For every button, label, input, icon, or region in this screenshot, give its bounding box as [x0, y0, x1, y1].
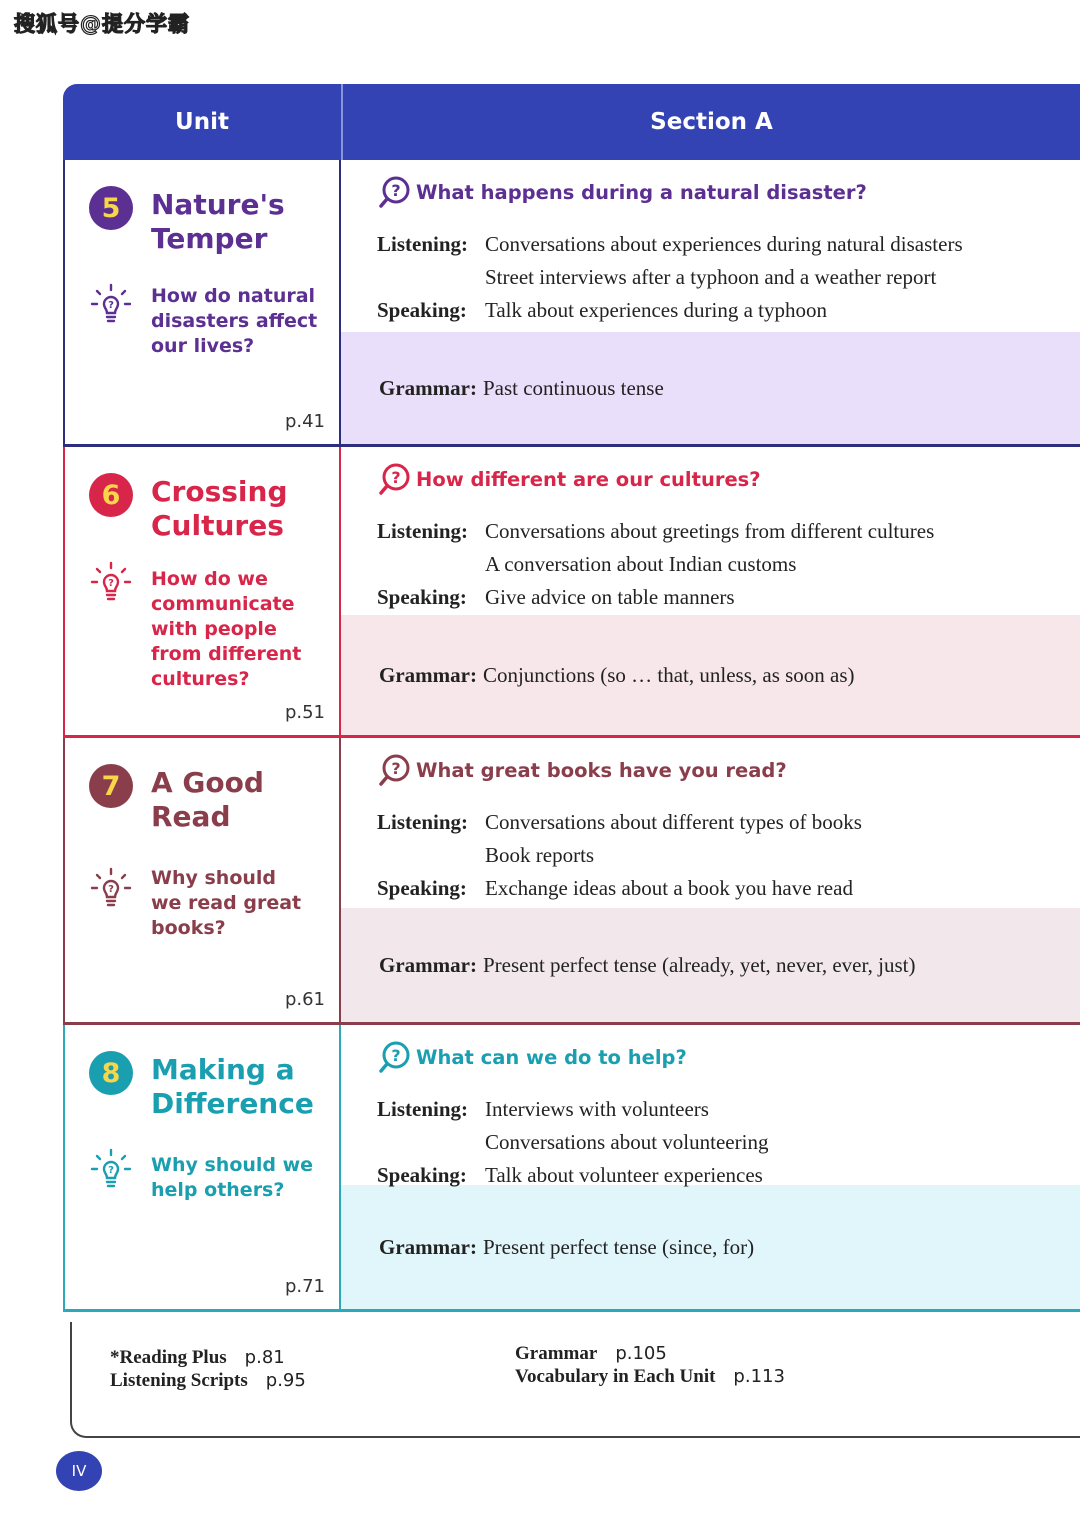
grammar-label: Grammar: [379, 1234, 477, 1259]
lightbulb-icon [89, 560, 133, 604]
svg-text:?: ? [108, 1165, 114, 1176]
speaking-item: Exchange ideas about a book you have read [485, 876, 853, 900]
footer-item[interactable] [110, 1369, 306, 1392]
footer-right [515, 1342, 785, 1388]
section-question: How different are our cultures? [416, 467, 761, 491]
skills-list [377, 515, 1080, 614]
speaking-item: Talk about volunteer experiences [485, 1163, 763, 1187]
unit-number-badge: 7 [89, 764, 133, 808]
table-header [63, 84, 1080, 160]
listening-row [377, 1126, 1080, 1159]
speaking-item: Give advice on table manners [485, 585, 735, 609]
question-magnifier-icon [377, 752, 413, 788]
listening-item: A conversation about Indian customs [485, 552, 797, 576]
unit-rows [63, 160, 1080, 1312]
lightbulb-icon [89, 1147, 133, 1191]
grammar-label: Grammar: [379, 662, 477, 687]
unit-row [63, 160, 1080, 447]
listening-item: Conversations about greetings from different cultures [485, 519, 935, 543]
header-unit: Unit [63, 84, 343, 160]
grammar-item: Conjunctions (so … that, unless, as soon as) [482, 662, 855, 687]
unit-page-ref[interactable]: p.61 [284, 989, 325, 1010]
unit-title: A Good Read [151, 766, 264, 833]
footer-label: *Reading Plus [110, 1347, 227, 1368]
listening-label: Listening: [377, 810, 469, 834]
unit-cell[interactable] [63, 738, 341, 1025]
listening-item: Conversations about volunteering [485, 1130, 769, 1154]
speaking-item: Talk about experiences during a typhoon [485, 298, 828, 322]
svg-text:?: ? [108, 884, 114, 895]
grammar-band [341, 332, 1080, 444]
svg-text:?: ? [108, 300, 114, 311]
listening-label: Listening: [377, 1097, 469, 1121]
footer-item[interactable] [515, 1342, 785, 1365]
lightbulb-icon [89, 282, 133, 326]
footer-label: Listening Scripts [110, 1370, 248, 1391]
listening-item: Interviews with volunteers [485, 1097, 709, 1121]
speaking-row [377, 872, 1080, 905]
section-question: What great books have you read? [416, 758, 787, 782]
unit-page-ref[interactable]: p.51 [284, 702, 325, 723]
footer-page: p.113 [733, 1366, 785, 1387]
footer-label: Vocabulary in Each Unit [515, 1366, 716, 1387]
section-a-cell [341, 160, 1080, 447]
svg-text:?: ? [391, 759, 401, 778]
section-a-cell [341, 1025, 1080, 1312]
grammar-label: Grammar: [379, 952, 477, 977]
section-a-skills [341, 160, 1080, 332]
big-question: Why should we help others? [151, 1154, 314, 1201]
speaking-row [377, 294, 1080, 327]
unit-cell[interactable] [63, 160, 341, 447]
section-a-skills [341, 738, 1080, 908]
lightbulb-icon [89, 866, 133, 910]
section-question-line [377, 174, 1080, 210]
svg-text:?: ? [391, 181, 401, 200]
unit-number-badge: 8 [89, 1051, 133, 1095]
big-question: How do we communicate with people from different cultures? [151, 568, 302, 690]
section-a-skills [341, 1025, 1080, 1185]
big-question: How do natural disasters affect our lives? [151, 285, 318, 357]
speaking-row [377, 1159, 1080, 1192]
speaking-label: Speaking: [377, 585, 467, 609]
listening-row [377, 261, 1080, 294]
footer-left [110, 1346, 306, 1392]
listening-row [377, 228, 1080, 261]
section-a-cell [341, 738, 1080, 1025]
listening-row [377, 1093, 1080, 1126]
svg-text:?: ? [391, 468, 401, 487]
unit-cell[interactable] [63, 447, 341, 738]
speaking-label: Speaking: [377, 298, 467, 322]
speaking-label: Speaking: [377, 1163, 467, 1187]
unit-number-badge: 6 [89, 473, 133, 517]
section-a-skills [341, 447, 1080, 615]
footer-index [70, 1322, 1080, 1438]
skills-list [377, 1093, 1080, 1192]
listening-item: Conversations about different types of books [485, 810, 862, 834]
grammar-item: Present perfect tense (already, yet, never, ever, just) [482, 952, 916, 977]
question-magnifier-icon [377, 1039, 413, 1075]
unit-row [63, 738, 1080, 1025]
unit-title: Crossing Cultures [151, 475, 288, 542]
unit-page-ref[interactable]: p.71 [284, 1276, 325, 1297]
footer-page: p.81 [244, 1347, 285, 1368]
listening-label: Listening: [377, 232, 469, 256]
speaking-label: Speaking: [377, 876, 467, 900]
listening-row [377, 839, 1080, 872]
footer-item[interactable] [515, 1365, 785, 1388]
contents-table [63, 84, 1080, 1312]
footer-page: p.105 [615, 1343, 667, 1364]
listening-row [377, 548, 1080, 581]
unit-cell[interactable] [63, 1025, 341, 1312]
unit-title: Making a Difference [151, 1053, 314, 1120]
unit-row [63, 1025, 1080, 1312]
big-question: Why should we read great books? [151, 867, 302, 939]
unit-page-ref[interactable]: p.41 [284, 411, 325, 432]
svg-text:?: ? [108, 578, 114, 589]
listening-item: Street interviews after a typhoon and a weather report [485, 265, 937, 289]
listening-label: Listening: [377, 519, 469, 543]
listening-row [377, 806, 1080, 839]
unit-number-badge: 5 [89, 186, 133, 230]
grammar-label: Grammar: [379, 375, 477, 400]
section-question-line [377, 1039, 1080, 1075]
footer-label: Grammar [515, 1343, 598, 1364]
skills-list [377, 228, 1080, 327]
footer-page: p.95 [265, 1370, 306, 1391]
header-section-a: Section A [650, 109, 773, 135]
unit-row [63, 447, 1080, 738]
listening-item: Book reports [485, 843, 595, 867]
question-magnifier-icon [377, 461, 413, 497]
grammar-band [341, 1185, 1080, 1309]
grammar-band [341, 908, 1080, 1022]
grammar-band [341, 615, 1080, 735]
section-question: What happens during a natural disaster? [416, 180, 867, 204]
section-question-line [377, 752, 1080, 788]
footer-item[interactable] [110, 1346, 306, 1369]
grammar-item: Present perfect tense (since, for) [482, 1234, 755, 1259]
grammar-item: Past continuous tense [482, 375, 664, 400]
section-a-cell [341, 447, 1080, 738]
unit-title: Nature's Temper [151, 188, 285, 255]
section-question-line [377, 461, 1080, 497]
skills-list [377, 806, 1080, 905]
question-magnifier-icon [377, 174, 413, 210]
listening-item: Conversations about experiences during natural disasters [485, 232, 963, 256]
svg-text:?: ? [391, 1046, 401, 1065]
listening-row [377, 515, 1080, 548]
section-question: What can we do to help? [416, 1045, 687, 1069]
speaking-row [377, 581, 1080, 614]
watermark: 搜狐号@提分学霸 [14, 12, 190, 36]
page-number: IV [56, 1451, 102, 1491]
